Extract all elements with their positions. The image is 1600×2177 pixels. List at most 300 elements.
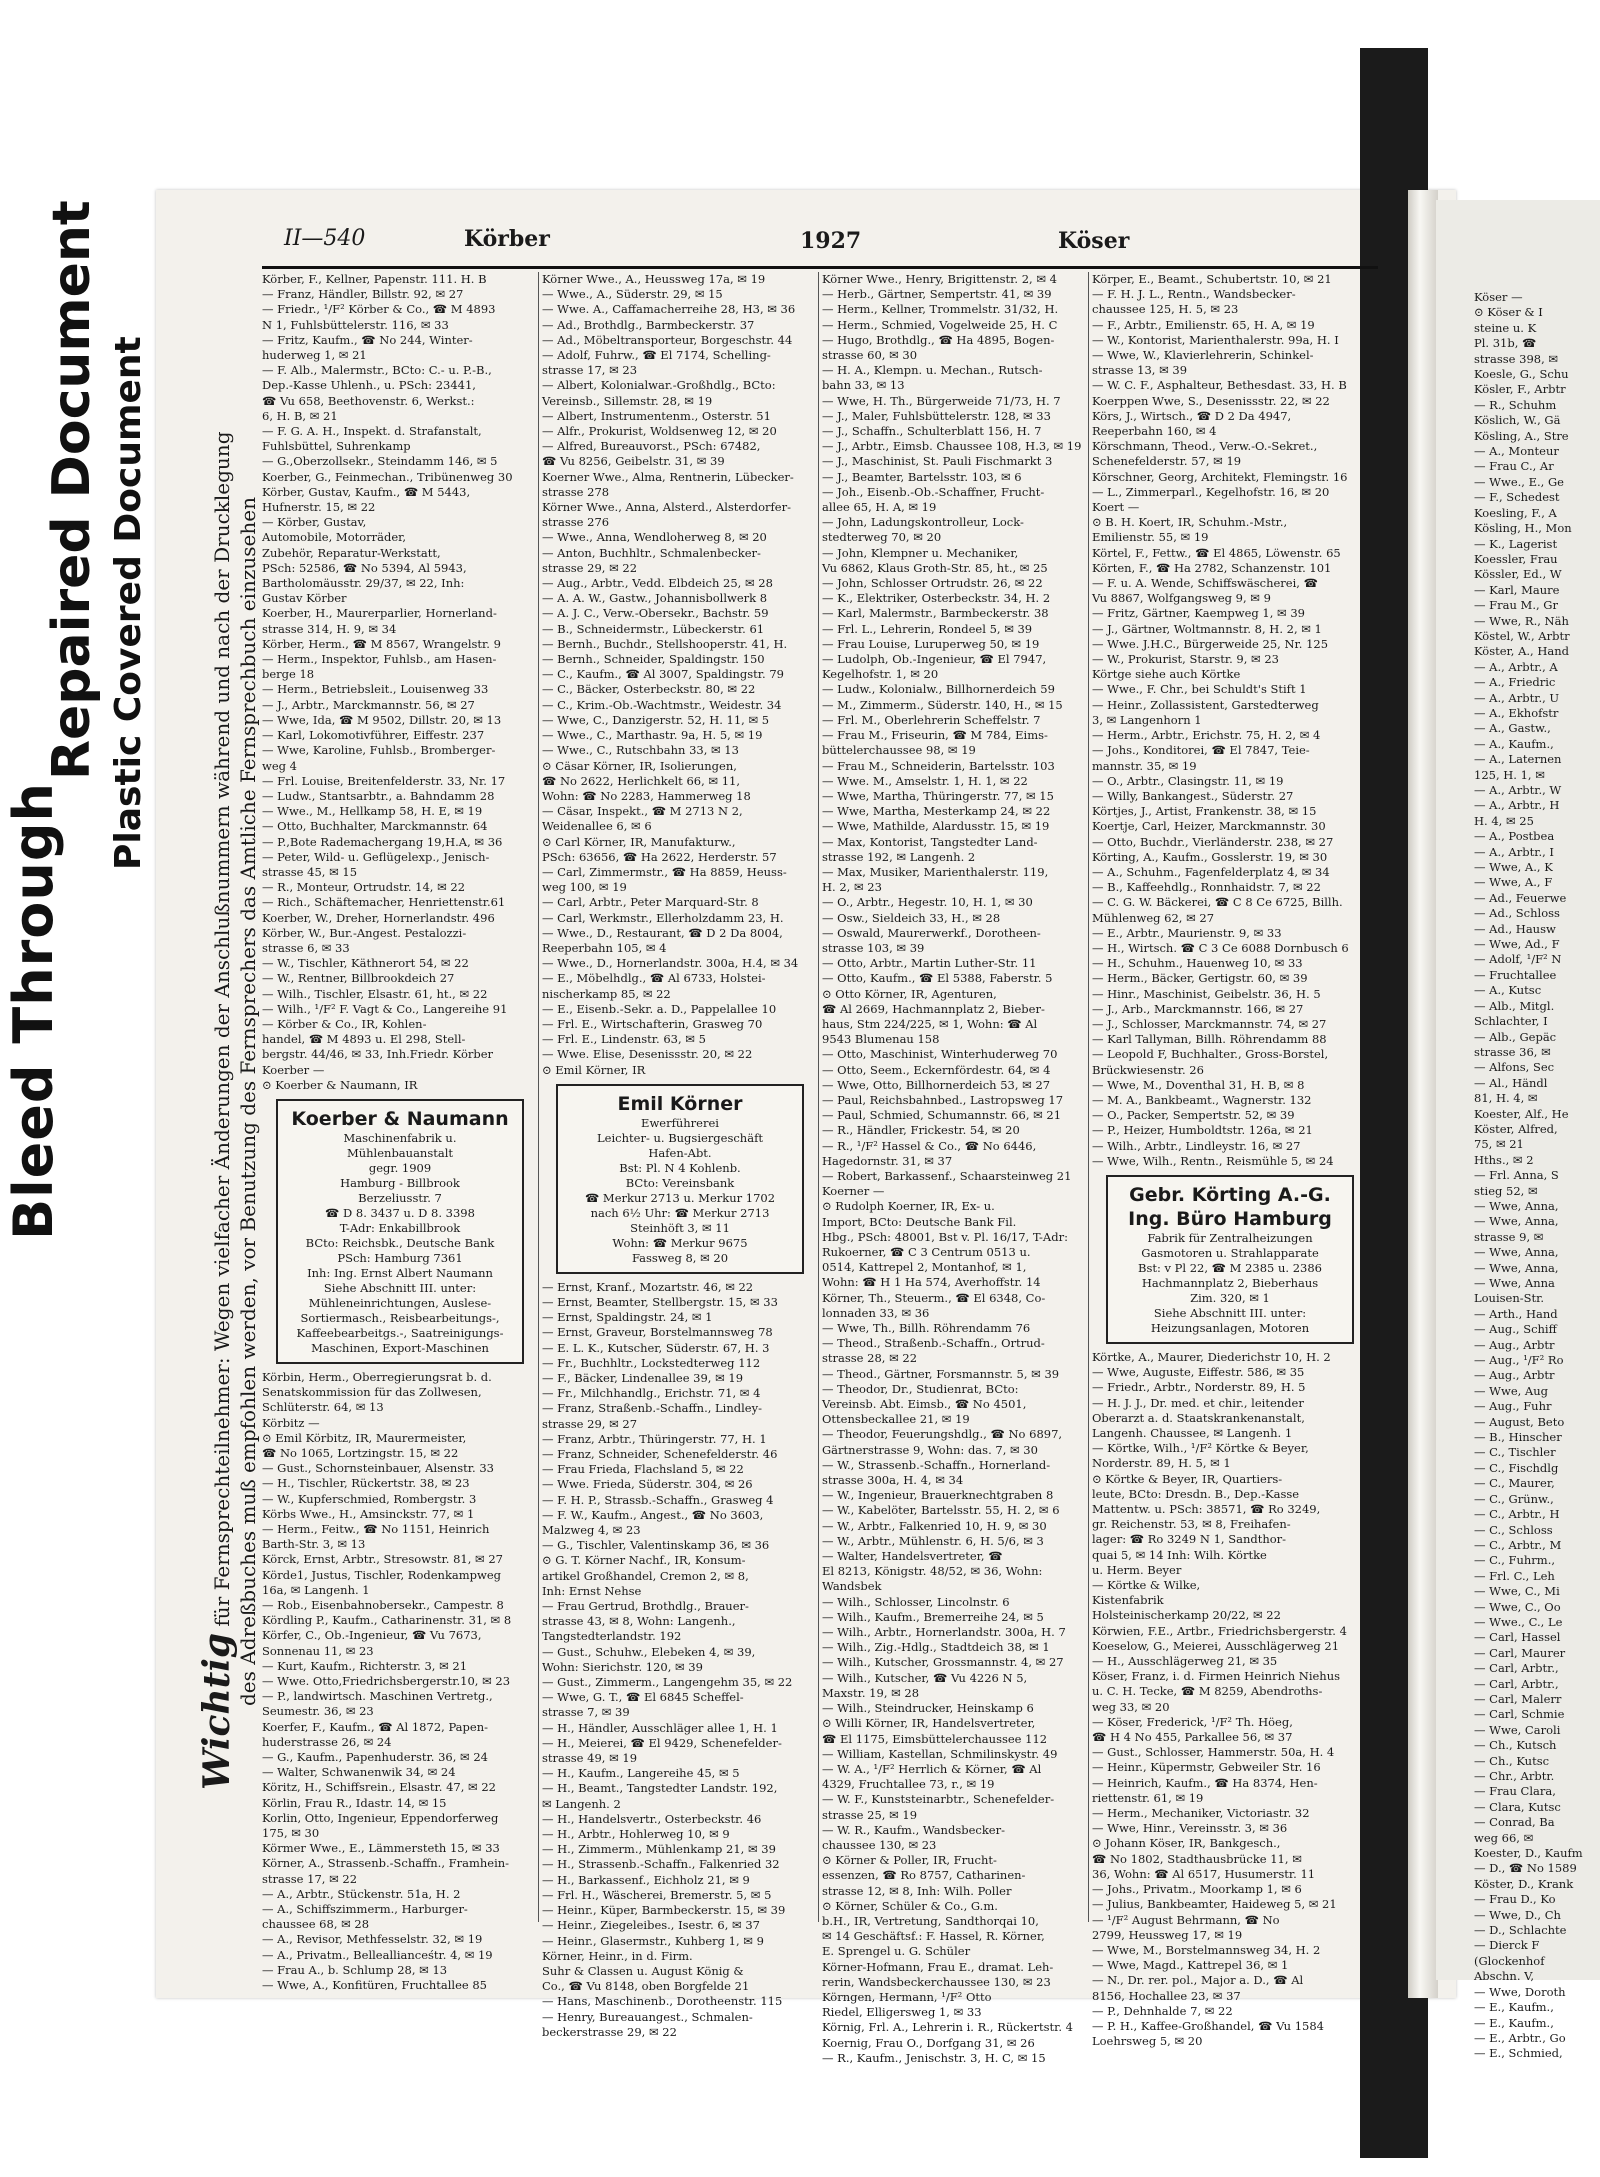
directory-entry: — A., Gastw., (1474, 721, 1551, 736)
directory-entry: — A., Privatm., Belleallianceśtr. 4, ✉ 19 (262, 1947, 493, 1962)
directory-entry: Körner Wwe., Anna, Alsterd., Alsterdorfer- (542, 500, 791, 515)
directory-entry: nischerkamp 85, ✉ 22 (542, 986, 671, 1001)
directory-entry: strasse 43, ✉ 8, Wohn: Langenh., (542, 1614, 736, 1629)
directory-entry: — Ch., Kutsc (1474, 1753, 1550, 1768)
directory-entry: ⊙ Emil Körbitz, IR, Maurermeister, (262, 1430, 467, 1445)
directory-entry: 75, ✉ 21 (1474, 1137, 1524, 1152)
notice-lead: Wichtig (196, 1632, 238, 1790)
directory-entry: — W., Kabelöter, Bartelsstr. 55, H. 2, ✉ 6 (822, 1503, 1060, 1518)
directory-entry: — Bernh., Schneider, Spaldingstr. 150 (542, 652, 765, 667)
ad-koerting-title-1: Gebr. Körting A.-G. (1129, 1183, 1331, 1206)
directory-entry: ⊙ Johann Köser, IR, Bankgesch., (1092, 1836, 1281, 1851)
directory-entry: — Rob., Eisenbahnobersekr., Campestr. 8 (262, 1598, 504, 1613)
directory-entry: strasse 28, ✉ 22 (822, 1351, 918, 1366)
directory-entry: ⊙ Köser & I (1474, 305, 1543, 320)
directory-entry: — Julius, Bankbeamter, Haideweg 5, ✉ 21 (1092, 1897, 1337, 1912)
directory-entry: — F. u. A. Wende, Schiffswäscherei, ☎ (1092, 576, 1318, 591)
directory-entry: Körtjes, J., Artist, Frankenstr. 38, ✉ 15 (1092, 804, 1317, 819)
directory-entry: — C., Maurer, (1474, 1476, 1555, 1491)
directory-entry: handel, ☎ M 4893 u. El 298, Stell- (262, 1032, 466, 1047)
directory-entry: — Wwe. Otto,Friedrichsbergerstr.10, ✉ 23 (262, 1674, 511, 1689)
directory-entry: — W., Kupferschmied, Rombergstr. 3 (262, 1491, 477, 1506)
directory-entry: — Herm., Betriebsleit., Louisenweg 33 (262, 682, 489, 697)
directory-entry: — Körber & Co., IR, Kohlen- (262, 1016, 427, 1031)
ad-emil-lines (564, 1116, 796, 1266)
directory-entry: Mühlenweg 62, ✉ 27 (1092, 910, 1215, 925)
directory-entry: Hufnerstr. 15, ✉ 22 (262, 500, 376, 515)
directory-entry: Köser — (1474, 290, 1523, 304)
directory-entry: — Frau M., Friseurin, ☎ M 784, Eims- (822, 728, 1048, 743)
directory-entry: Körbs Wwe., H., Amsinckstr. 77, ✉ 1 (262, 1506, 475, 1521)
directory-entry: — Wwe. A., Caffamacherreihe 28, H3, ✉ 36 (542, 302, 796, 317)
directory-entry: Emilienstr. 55, ✉ 19 (1092, 530, 1209, 545)
directory-entry: — G., Tischler, Valentinskamp 36, ✉ 36 (542, 1538, 770, 1553)
directory-entry: Koert — (1092, 500, 1140, 515)
directory-entry: — Wwe, Magd., Kattrepel 36, ✉ 1 (1092, 1958, 1289, 1973)
directory-entry: Körck, Ernst, Arbtr., Stresowstr. 81, ✉ 27 (262, 1552, 503, 1567)
directory-entry: — Carl, Arbtr., (1474, 1676, 1559, 1691)
directory-entry: Hagedornstr. 31, ✉ 37 (822, 1153, 953, 1168)
directory-entry: allee 65, H. A, ✉ 19 (822, 500, 937, 515)
directory-entry: 6, H. B, ✉ 21 (262, 408, 338, 423)
directory-entry: — Wilh., ¹/F² F. Vagt & Co., Langereihe 91 (262, 1001, 508, 1016)
directory-entry: — Frl. C., Leh (1474, 1568, 1555, 1583)
directory-entry: — Gust., Zimmerm., Langengehm 35, ✉ 22 (542, 1675, 793, 1690)
directory-entry: ☎ Vu 658, Beethovenstr. 6, Werkst.: (262, 393, 475, 408)
directory-entry: — Aug., Arbtr (1474, 1368, 1555, 1383)
directory-entry: Körschmann, Theod., Verw.-O.-Sekret., (1092, 439, 1318, 454)
directory-entry: — Ad., Möbeltransporteur, Borgeschstr. 44 (542, 332, 793, 347)
directory-entry: — C., Bäcker, Osterbeckstr. 80, ✉ 22 (542, 682, 756, 697)
directory-entry: — F. H. P., Strassb.-Schaffn., Grasweg 4 (542, 1492, 774, 1507)
directory-entry: — Theod., Gärtner, Forsmannstr. 5, ✉ 39 (822, 1366, 1060, 1381)
directory-entry: weg 66, ✉ (1474, 1830, 1534, 1845)
directory-entry: — A., Schuhm., Fagenfelderplatz 4, ✉ 34 (1092, 864, 1330, 879)
directory-entry: — W., Kontorist, Marienthalerstr. 99a, H. I (1092, 332, 1339, 347)
directory-entry: — Wwe. M., Amselstr. 1, H. 1, ✉ 22 (822, 773, 1028, 788)
directory-entry: — H., Meierei, ☎ El 9429, Schenefelder- (542, 1735, 782, 1750)
directory-entry: — Wwe, Anna, (1474, 1245, 1559, 1260)
directory-entry: — Chr., Arbtr. (1474, 1769, 1555, 1783)
directory-entry: — Fr., Milchhandlg., Erichstr. 71, ✉ 4 (542, 1386, 761, 1401)
directory-entry: — Albert, Instrumentenm., Osterstr. 51 (542, 408, 771, 423)
directory-entry: — Aug., Arbtr (1474, 1337, 1555, 1352)
directory-entry: — A., Revisor, Methfesselstr. 32, ✉ 19 (262, 1932, 483, 1947)
directory-entry: — Wwe. Elise, Desenissstr. 20, ✉ 22 (542, 1047, 753, 1062)
directory-entry: 81, H. 4, ✉ (1474, 1091, 1538, 1106)
directory-entry: Siehe Abschnitt III. unter: (1153, 1305, 1307, 1320)
column-divider (818, 272, 819, 1922)
directory-entry: — E., Arbtr., Maurienstr. 9, ✉ 33 (1092, 925, 1282, 940)
directory-entry: Köster, Alfred, (1474, 1121, 1558, 1136)
directory-entry: — M., Zimmerm., Süderstr. 140, H., ✉ 15 (822, 697, 1063, 712)
directory-entry: — Aug., Arbtr., Vedd. Elbdeich 25, ✉ 28 (542, 576, 773, 591)
directory-entry: Kördling P., Kaufm., Catharinenstr. 31, ✉ 8 (262, 1613, 512, 1628)
directory-entry: — F., Schedest (1474, 490, 1560, 505)
directory-entry: Kösling, H., Mon (1474, 521, 1572, 536)
directory-entry: — Carl, Schmie (1474, 1707, 1565, 1722)
directory-entry: — Frl. Anna, S (1474, 1168, 1559, 1183)
directory-entry: — Henry, Bureauangest., Schmalen- (542, 2009, 753, 2024)
directory-entry: — J., Maler, Fuhlsbüttelerstr. 128, ✉ 33 (822, 408, 1051, 423)
directory-entry: — A., Laternen (1474, 752, 1562, 767)
directory-entry: — Alfons, Sec (1474, 1060, 1555, 1075)
directory-entry: — Ernst, Graveur, Borstelmannsweg 78 (542, 1325, 773, 1340)
directory-entry: — H., Beamt., Tangstedter Landstr. 192, (542, 1781, 778, 1796)
directory-entry: ☎ D 8. 3437 u. D 8. 3398 (325, 1205, 475, 1220)
directory-entry: Körwien, F.E., Artbr., Friedrichsbergerstr. 4 (1092, 1623, 1347, 1638)
directory-entry: — A., Monteur (1474, 444, 1559, 459)
directory-entry: — Aug., Schiff (1474, 1322, 1557, 1337)
directory-entry: — Wwe., C., Rutschbahn 33, ✉ 13 (542, 743, 739, 758)
directory-entry: — D., Schlachte (1474, 1923, 1567, 1938)
directory-entry: Koertje, Carl, Heizer, Marckmannstr. 30 (1092, 819, 1326, 834)
directory-entry: — W., Arbtr., Mühlenstr. 6, H. 5/6, ✉ 3 (822, 1533, 1044, 1548)
directory-entry: ⊙ G. T. Körner Nachf., IR, Konsum- (542, 1553, 746, 1568)
directory-entry: Co., ☎ Vu 8148, oben Borgfelde 21 (542, 1979, 750, 1994)
ad-koerting-title-2: Ing. Büro Hamburg (1128, 1207, 1332, 1230)
directory-entry: Inh: Ernst Nehse (542, 1583, 642, 1598)
directory-entry: riettenstr. 61, ✉ 19 (1092, 1790, 1204, 1805)
directory-entry: strasse 36, ✉ (1474, 1044, 1551, 1059)
page-number: II—540 (284, 226, 366, 251)
directory-entry: Koernig, Frau O., Dorfgang 31, ✉ 26 (822, 2035, 1035, 2050)
directory-entry: — Robert, Barkassenf., Schaarsteinweg 21 (822, 1168, 1072, 1183)
directory-entry: — Wilh., Steindrucker, Heinskamp 6 (822, 1701, 1034, 1716)
directory-entry: Mühlenbauanstalt (346, 1145, 454, 1160)
directory-entry: Körngen, Hermann, ¹/F² Otto (822, 1989, 992, 2004)
directory-entry: — Herm., Feitw., ☎ No 1151, Heinrich (262, 1522, 490, 1536)
directory-entry: Leichter- u. Bugsiergeschäft (597, 1130, 763, 1145)
directory-entry: — A., Ekhofstr (1474, 705, 1559, 720)
directory-entry: — Körtke & Wilke, (1092, 1578, 1201, 1593)
directory-entry: — Wwe, Anna, (1474, 1198, 1559, 1213)
directory-entry: Fassweg 8, ✉ 20 (631, 1250, 729, 1265)
directory-entry: — A., Schiffszimmerm., Harburger- (262, 1902, 468, 1917)
directory-entry: 3, ✉ Langenhorn 1 (1092, 712, 1202, 727)
directory-entry: — Wwe, A., F (1474, 875, 1553, 890)
directory-entry: ⊙ Körner & Poller, IR, Frucht- (822, 1853, 997, 1868)
directory-entry: — Oswald, Maurerwerkf., Dorotheen- (822, 925, 1041, 940)
directory-entry: — Theodor, Feuerungshdlg., ☎ No 6897, (822, 1427, 1063, 1442)
directory-entry: Koester, D., Kaufm (1474, 1846, 1583, 1861)
directory-entry: — W. A., ¹/F² Herrlich & Körner, ☎ Al (822, 1761, 1042, 1776)
directory-entry: — Herm., Kellner, Trommelstr. 31/32, H. (822, 302, 1059, 317)
directory-entry: Köster, D., Krank (1474, 1876, 1574, 1891)
directory-entry: bergstr. 44/46, ✉ 33, Inh.Friedr. Körber (262, 1047, 494, 1062)
directory-entry: — Wwe., C., Marthastr. 9a, H. 5, ✉ 19 (542, 728, 763, 743)
directory-entry: — Wwe, Karoline, Fuhlsb., Bromberger- (262, 743, 496, 758)
directory-entry: Bst: Pl. N 4 Kohlenb. (619, 1160, 741, 1175)
directory-entry: Siehe Abschnitt III. unter: (323, 1280, 477, 1295)
directory-entry: strasse 276 (542, 515, 610, 530)
directory-entry: — Ernst, Spaldingstr. 24, ✉ 1 (542, 1310, 713, 1325)
directory-entry: Hths., ✉ 2 (1474, 1152, 1534, 1167)
directory-entry: Tangstedterlandstr. 192 (542, 1629, 682, 1644)
directory-entry: Kegelhofstr. 1, ✉ 20 (822, 667, 939, 682)
directory-entry: Norderstr. 89, H. 5, ✉ 1 (1092, 1456, 1231, 1471)
directory-entry: — Theodor, Dr., Studienrat, BCto: (822, 1381, 1019, 1396)
directory-entry: — W., Ingenieur, Brauerknechtgraben 8 (822, 1488, 1054, 1503)
directory-entry: — Wwe., Anna, Wendloherweg 8, ✉ 20 (542, 530, 767, 545)
directory-entry: — A., Arbtr., I (1474, 844, 1554, 859)
directory-entry: — R., Schuhm (1474, 397, 1557, 412)
directory-entry: — August, Beto (1474, 1414, 1565, 1429)
directory-entry: — Wwe, Aug (1474, 1383, 1549, 1398)
directory-entry: Koerfer, F., Kaufm., ☎ Al 1872, Papen- (262, 1719, 488, 1734)
directory-entry: — Frau Louise, Luruperweg 50, ✉ 19 (822, 636, 1040, 651)
directory-entry: — A. J. C., Verw.-Obersekr., Bachstr. 59 (542, 606, 769, 621)
directory-entry: Gärtnerstrasse 9, Wohn: das. 7, ✉ 30 (822, 1442, 1038, 1457)
directory-entry: — Wwe, Anna, (1474, 1214, 1559, 1229)
directory-entry: — A., Friedric (1474, 675, 1556, 690)
ad-koerber-title: Koerber & Naumann (291, 1107, 509, 1130)
directory-entry: — Wwe., F. Chr., bei Schuldt's Stift 1 (1092, 682, 1307, 697)
directory-entry: Koessler, Frau (1474, 551, 1558, 566)
plastic-covered-label: Plastic Covered Document (108, 336, 149, 870)
directory-entry: Koerber, W., Dreher, Hornerlandstr. 496 (262, 910, 495, 925)
directory-entry: — E., Möbelhdlg., ☎ Al 6733, Holstei- (542, 971, 766, 986)
directory-entry: nach 6½ Uhr: ☎ Merkur 2713 (590, 1205, 770, 1220)
directory-entry: büttelerchaussee 98, ✉ 19 (822, 743, 976, 758)
directory-entry: strasse 9, ✉ (1474, 1229, 1544, 1244)
directory-entry: — Wwe, Martha, Thüringerstr. 77, ✉ 15 (822, 788, 1054, 803)
directory-entry: Zim. 320, ✉ 1 (1190, 1290, 1270, 1305)
directory-entry: — P.,Bote Rademachergang 19,H.A, ✉ 36 (262, 834, 503, 849)
directory-entry: — Fr., Buchhltr., Lockstedterweg 112 (542, 1355, 761, 1370)
directory-entry: Louisen-Str. (1474, 1291, 1545, 1306)
directory-entry: chaussee 125, H. 5, ✉ 23 (1092, 302, 1239, 317)
directory-entry: u. C. H. Tecke, ☎ M 8259, Abendroths- (1092, 1684, 1323, 1699)
directory-entry: — Heinrich, Kaufm., ☎ Ha 8374, Hen- (1092, 1775, 1318, 1790)
directory-entry: El 8213, Königstr. 48/52, ✉ 36, Wohn: (822, 1564, 1043, 1579)
directory-entry: — Ernst, Beamter, Stellbergstr. 15, ✉ 33 (542, 1294, 778, 1309)
directory-entry: — N., Dr. rer. pol., Major a. D., ☎ Al (1092, 1973, 1304, 1988)
directory-entry: ☎ El 1175, Eimsbüttelerchaussee 112 (822, 1731, 1048, 1746)
directory-entry: — Heinr., Küper, Barmbeckerstr. 15, ✉ 39 (542, 1903, 786, 1918)
directory-entry: Körten, F., ☎ Ha 2782, Schanzenstr. 101 (1092, 560, 1332, 575)
directory-entry: — Karl Tallyman, Billh. Röhrendamm 88 (1092, 1032, 1327, 1047)
directory-entry: — Frau M., Schneiderin, Bartelsstr. 103 (822, 758, 1055, 773)
directory-entry: — Wwe, D., Ch (1474, 1907, 1561, 1922)
directory-entry: — Joh., Eisenb.-Ob.-Schaffner, Frucht- (822, 484, 1045, 499)
directory-entry: Wohn: ☎ H 1 Ha 574, Averhoffstr. 14 (822, 1275, 1041, 1290)
last-entry-word: Köser (1058, 228, 1130, 254)
directory-entry: 125, H. 1, ✉ (1474, 767, 1545, 782)
directory-entry: Gasmotoren u. Strahlapparate (1141, 1245, 1319, 1260)
directory-entry: Kösler, F., Arbtr (1474, 382, 1566, 397)
directory-entry: — Frau M., Gr (1474, 598, 1558, 613)
directory-entry: — O., Arbtr., Clasingstr. 11, ✉ 19 (1092, 773, 1284, 788)
directory-entry: lager: ☎ Ro 3249 N 1, Sandthor- (1092, 1532, 1287, 1547)
directory-entry: Heizungsanlagen, Motoren (1150, 1320, 1310, 1335)
directory-entry: E. Sprengel u. G. Schüler (822, 1944, 971, 1959)
directory-entry: — Wwe., A., Süderstr. 29, ✉ 15 (542, 287, 723, 302)
directory-entry: 36, Wohn: ☎ Al 6517, Husumerstr. 11 (1092, 1866, 1316, 1881)
directory-entry: strasse 17, ✉ 22 (262, 1871, 358, 1886)
directory-entry: Hbg., PSch: 48001, Bst v. Pl. 16/17, T-Adr: (822, 1229, 1068, 1244)
directory-entry: (Glockenhof (1474, 1953, 1545, 1968)
directory-entry: Malzweg 4, ✉ 23 (542, 1523, 641, 1538)
directory-entry: strasse 398, ✉ (1474, 351, 1559, 366)
directory-entry: — Hugo, Brothdlg., ☎ Ha 4895, Bogen- (822, 332, 1055, 347)
directory-entry: Schlüterstr. 64, ✉ 13 (262, 1400, 384, 1415)
directory-entry: — E., Schmied, (1474, 2046, 1563, 2061)
directory-entry: — Theod., Straßenb.-Schaffn., Ortrud- (822, 1336, 1045, 1351)
directory-entry: rerin, Wandsbeckerchaussee 130, ✉ 23 (822, 1974, 1051, 1989)
directory-entry: — C. G. W. Bäckerei, ☎ C 8 Ce 6725, Billh. (1092, 895, 1343, 910)
directory-entry: — Herm., Schmied, Vogelweide 25, H. C (822, 317, 1058, 332)
directory-entry: — W., Prokurist, Starstr. 9, ✉ 23 (1092, 652, 1279, 667)
directory-entry: — Paul, Reichsbahnbed., Lastropsweg 17 (822, 1092, 1064, 1107)
directory-entry: Vu 6862, Klaus Groth-Str. 85, ht., ✉ 25 (822, 560, 1048, 575)
directory-entry: — Wwe, Anna (1474, 1276, 1555, 1290)
directory-entry: — Walter, Schwanenwik 34, ✉ 24 (262, 1765, 456, 1780)
directory-entry: — Wwe, Ida, ☎ M 9502, Dillstr. 20, ✉ 13 (262, 712, 502, 727)
directory-entry: Brückwiesenstr. 26 (1092, 1062, 1204, 1077)
directory-entry: — D., ☎ No 1589 (1474, 1861, 1577, 1876)
directory-entry: Schenefelderstr. 57, ✉ 19 (1092, 454, 1242, 469)
directory-entry: — Karl, Maure (1474, 582, 1560, 597)
directory-entry: — Alb., Gepäc (1474, 1029, 1557, 1044)
directory-entry: Körfer, C., Ob.-Ingenieur, ☎ Vu 7673, (262, 1628, 482, 1643)
directory-entry: — Wwe, Wilh., Rentn., Reismühle 5, ✉ 24 (1092, 1153, 1334, 1168)
directory-entry: ☎ No 2622, Herlichkelt 66, ✉ 11, (542, 773, 740, 788)
directory-entry: weg 33, ✉ 20 (1092, 1699, 1170, 1714)
directory-entry: — Wwe, R., Näh (1474, 613, 1569, 628)
directory-entry: strasse 6, ✉ 33 (262, 940, 350, 955)
directory-entry: — Körtke, Wilh., ¹/F² Körtke & Beyer, (1092, 1441, 1309, 1456)
directory-entry: — W., Arbtr., Falkenried 10, H. 9, ✉ 30 (822, 1518, 1047, 1533)
directory-entry: — F. Alb., Malermstr., BCto: C.- u. P.-B., (262, 363, 492, 378)
directory-entry: Körtel, F., Fettw., ☎ El 4865, Löwenstr. 65 (1092, 545, 1341, 560)
directory-entry: — Frl. H., Wäscherei, Bremerstr. 5, ✉ 5 (542, 1887, 772, 1902)
directory-entry: — Frau C., Ar (1474, 459, 1554, 474)
directory-entry: — Alb., Mitgl. (1474, 998, 1555, 1013)
directory-entry: — Hinr., Maschinist, Geibelstr. 36, H. 5 (1092, 986, 1321, 1001)
directory-entry: — Carl, Arbtr., Peter Marquard-Str. 8 (542, 895, 759, 910)
directory-entry: — Ad., Hausw (1474, 921, 1556, 936)
directory-entry: — Wilh., Kutscher, ☎ Vu 4226 N 5, (822, 1670, 1028, 1685)
directory-entry: — Wwe., C., Le (1474, 1614, 1563, 1629)
directory-entry: — C., Arbtr., H (1474, 1507, 1560, 1522)
entries-col2-bottom (542, 1280, 818, 2040)
directory-entry: — Otto, Maschinist, Winterhuderweg 70 (822, 1047, 1058, 1062)
directory-entry: b.H., IR, Vertretung, Sandthorqai 10, (822, 1913, 1039, 1928)
directory-entry: Sortiermasch., Reisbearbeitungs-, (300, 1310, 500, 1325)
directory-entry: Wohn: ☎ No 2283, Hammerweg 18 (542, 788, 751, 803)
ad-emil-title: Emil Körner (617, 1092, 743, 1115)
directory-entry: strasse 25, ✉ 19 (822, 1807, 918, 1822)
directory-entry: — F. W., Kaufm., Angest., ☎ No 3603, (542, 1507, 764, 1522)
directory-entry: — Osw., Sieldeich 33, H., ✉ 28 (822, 910, 1001, 925)
edition-year: 1927 (800, 228, 862, 254)
directory-entry: Körs, J., Wirtsch., ☎ D 2 Da 4947, (1092, 408, 1292, 423)
directory-entry: — J., Schaffn., Schulterblatt 156, H. 7 (822, 424, 1042, 439)
directory-entry: — Wwe, Mathilde, Alardusstr. 15, ✉ 19 (822, 819, 1050, 834)
directory-entry: — Ludw., Stantsarbtr., a. Bahndamm 28 (262, 788, 495, 803)
directory-entry: — Arth., Hand (1474, 1306, 1558, 1321)
directory-entry: mannstr. 35, ✉ 19 (1092, 758, 1197, 773)
directory-entry: Sonnenau 11, ✉ 23 (262, 1643, 374, 1658)
directory-entry: — Anton, Buchhltr., Schmalenbecker- (542, 545, 761, 560)
directory-entry: — O., Packer, Sempertstr. 52, ✉ 39 (1092, 1108, 1295, 1123)
directory-entry: — H., Arbtr., Hohlerweg 10, ✉ 9 (542, 1827, 730, 1842)
directory-entry: Wandsbek (822, 1579, 882, 1594)
directory-entry: — Wilh., Zig.-Hdlg., Stadtdeich 38, ✉ 1 (822, 1640, 1050, 1655)
directory-entry: — Wwe., D., Restaurant, ☎ D 2 Da 8004, (542, 925, 783, 940)
directory-entry: ⊙ Emil Körner, IR (542, 1062, 646, 1077)
directory-entry: PSch: 52586, ☎ No 5394, Al 5943, (262, 560, 467, 575)
directory-entry: — Otto, Buchdr., Vierländerstr. 238, ✉ 27 (1092, 834, 1334, 849)
directory-entry: Reeperbahn 160, ✉ 4 (1092, 424, 1217, 439)
ad-koerting-lines (1114, 1231, 1346, 1336)
directory-entry: — E. L. K., Kutscher, Süderstr. 67, H. 3 (542, 1340, 770, 1355)
directory-entry: — Wwe, W., Klavierlehrerin, Schinkel- (1092, 348, 1314, 363)
directory-entry: Barth-Str. 3, ✉ 13 (262, 1537, 366, 1552)
directory-entry: ☎ Merkur 2713 u. Merkur 1702 (584, 1190, 776, 1205)
directory-entry: BCto: Reichsbk., Deutsche Bank (305, 1235, 495, 1250)
first-entry-word: Körber (464, 226, 550, 252)
directory-entry: — J., Beamter, Bartelsstr. 103, ✉ 6 (822, 469, 1022, 484)
directory-entry: berge 18 (262, 667, 315, 682)
directory-entry: ⊙ Carl Körner, IR, Manufakturw., (542, 834, 736, 849)
directory-entry: — J., Arb., Marckmannstr. 166, ✉ 27 (1092, 1001, 1304, 1016)
directory-entry: — Frau Clara, (1474, 1784, 1556, 1799)
directory-entry: — H. J. J., Dr. med. et chir., leitender (1092, 1395, 1304, 1410)
page-gutter (1408, 190, 1438, 1998)
directory-entry: ☎ Al 2669, Hachmannplatz 2, Bieber- (822, 1001, 1045, 1016)
directory-entry: ☎ No 1802, Stadthausbrücke 11, ✉ (1092, 1851, 1302, 1866)
directory-entry: Bst: v Pl 22, ☎ M 2385 u. 2386 (1138, 1260, 1322, 1275)
directory-entry: Holsteinischerkamp 20/22, ✉ 22 (1092, 1608, 1281, 1623)
directory-entry: quai 5, ✉ 14 Inh: Wilh. Körtke (1092, 1547, 1267, 1562)
directory-entry: Fuhlsbüttel, Suhrenkamp (262, 439, 411, 454)
directory-entry: strasse 13, ✉ 39 (1092, 363, 1188, 378)
directory-entry: — Dierck F (1474, 1938, 1540, 1953)
directory-entry: — Frl. Louise, Breitenfelderstr. 33, Nr. 17 (262, 773, 506, 788)
directory-entry: — E., Kaufm., (1474, 2015, 1554, 2030)
directory-entry: — Johs., Privatm., Moorkamp 1, ✉ 6 (1092, 1882, 1302, 1897)
directory-entry: Körschner, Georg, Architekt, Flemingstr. 16 (1092, 469, 1348, 484)
directory-entry: N 1, Fuhlsbüttelerstr. 116, ✉ 33 (262, 317, 449, 332)
directory-entry: — H., Tischler, Rückertstr. 38, ✉ 23 (262, 1476, 470, 1491)
directory-entry: Steinhöft 3, ✉ 11 (630, 1220, 730, 1235)
directory-entry: — Adolf, Fuhrw., ☎ El 7174, Schelling- (542, 348, 771, 363)
directory-entry: — H., Wirtsch. ☎ C 3 Ce 6088 Dornbusch 6 (1092, 940, 1349, 955)
directory-entry: — K., Elektriker, Osterbeckstr. 34, H. 2 (822, 591, 1051, 606)
directory-entry: strasse 278 (542, 484, 610, 499)
directory-entry: Automobile, Motorräder, (262, 530, 407, 545)
directory-entry: — A., Arbtr., W (1474, 783, 1562, 797)
directory-entry: — C., Fischdlg (1474, 1460, 1559, 1475)
directory-entry: — E., Kaufm., (1474, 2000, 1554, 2015)
directory-entry: Körlin, Frau R., Idastr. 14, ✉ 15 (262, 1795, 447, 1810)
directory-entry: — Willy, Bankangest., Süderstr. 27 (1092, 788, 1294, 803)
directory-entry: — Karl, Lokomotivführer, Eiffestr. 237 (262, 728, 485, 743)
directory-entry: 8156, Hochallee 23, ✉ 37 (1092, 1988, 1241, 2003)
directory-entry: — B., Kaffeehdlg., Ronnhaidstr. 7, ✉ 22 (1092, 880, 1321, 895)
directory-entry: — Franz, Arbtr., Thüringerstr. 77, H. 1 (542, 1431, 767, 1446)
directory-entry: essenzen, ☎ Ro 8757, Catharinen- (822, 1868, 1026, 1883)
directory-entry: — L., Zimmerparl., Kegelhofstr. 16, ✉ 20 (1092, 484, 1330, 499)
directory-entry: — H., Händler, Ausschläger allee 1, H. 1 (542, 1720, 778, 1735)
directory-entry: — B., Hinscher (1474, 1430, 1562, 1445)
directory-entry: — Walter, Handelsvertreter, ☎ (822, 1549, 1003, 1564)
directory-entry: Körber, W., Bur.-Angest. Pestalozzi- (262, 925, 467, 940)
directory-entry: — Johs., Konditorei, ☎ El 7847, Teie- (1092, 743, 1310, 758)
directory-entry: — Herm., Bäcker, Gertigstr. 60, ✉ 39 (1092, 971, 1308, 986)
